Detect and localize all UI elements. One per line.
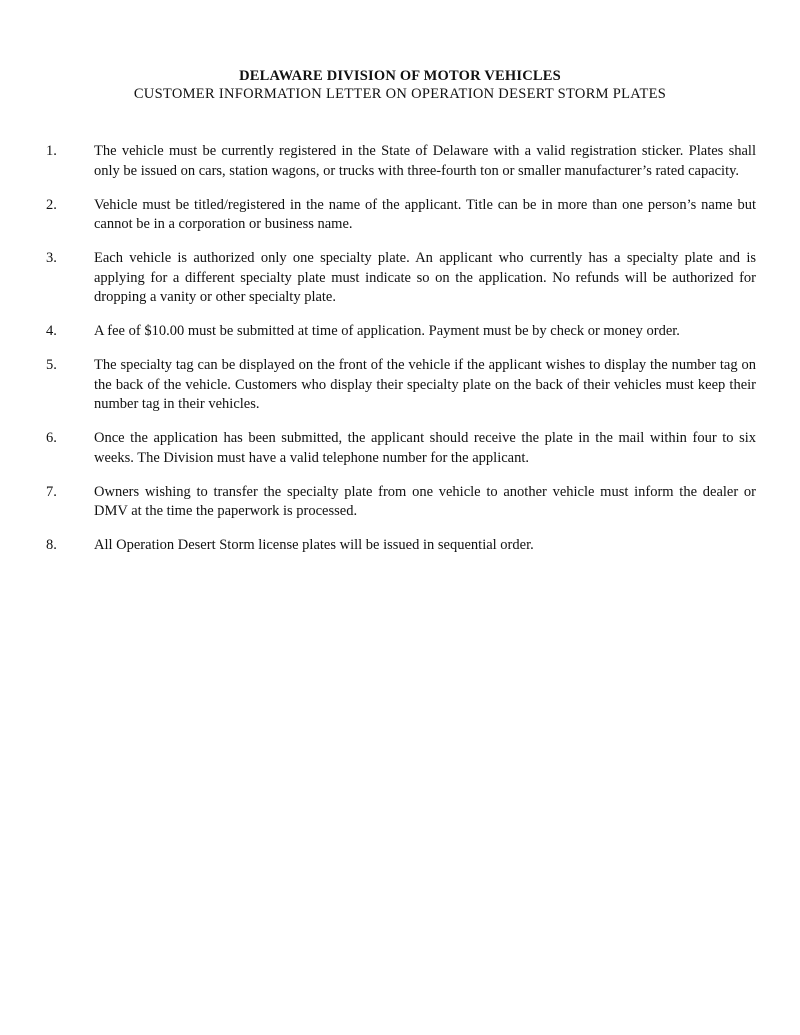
list-item-number: 3. [46, 250, 57, 266]
list-item-text: Once the application has been submitted, the applicant should receive the plate in the mail within four to six weeks. The Division must have a valid telephone number for the applicant. [94, 430, 756, 466]
list-item-8 [46, 536, 756, 556]
list-item-number: 8. [46, 537, 57, 553]
list-item-number: 5. [46, 357, 57, 373]
list-item-number: 7. [46, 483, 57, 500]
list-item-number: 2. [46, 196, 57, 213]
list-item-1 [46, 142, 756, 181]
list-item-6 [46, 429, 756, 468]
numbered-list [46, 142, 756, 570]
list-item-text: Owners wishing to transfer the specialty plate from one vehicle to another vehicle must inform the dealer or DMV at the time the paperwork is processed. [94, 483, 756, 519]
list-item-3 [46, 249, 756, 308]
list-item-7 [46, 483, 756, 522]
document-subtitle: CUSTOMER INFORMATION LETTER ON OPERATION DESERT STORM PLATES [133, 86, 667, 102]
list-item-text: Vehicle must be titled/registered in the name of the applicant. Title can be in more than one person’s name but cannot be in a corporation or business name. [94, 196, 756, 232]
list-item-2 [46, 196, 756, 235]
list-item-text: The specialty tag can be displayed on the front of the vehicle if the applicant wishes to display the number tag on the back of the vehicle. Customers who display their specialty plate on the back of their vehicles must keep their number tag in their vehicles. [94, 357, 756, 412]
document-title: DELAWARE DIVISION OF MOTOR VEHICLES [239, 68, 561, 84]
document-header [0, 67, 800, 103]
list-item-text: All Operation Desert Storm license plates will be issued in sequential order. [94, 537, 534, 553]
list-item-number: 1. [46, 143, 57, 159]
list-item-number: 4. [46, 323, 57, 339]
list-item-text: The vehicle must be currently registered in the State of Delaware with a valid registration sticker. Plates shall only be issued on cars, station wagons, or trucks with three-fourth ton or smaller manufacturer’s rated capacity. [94, 143, 756, 179]
list-item-5 [46, 356, 756, 415]
list-item-text: Each vehicle is authorized only one specialty plate. An applicant who currently has a specialty plate and is applying for a different specialty plate must indicate so on the application. No refunds will be authorized for dropping a vanity or other specialty plate. [94, 250, 756, 305]
list-item-text: A fee of $10.00 must be submitted at time of application. Payment must be by check or money order. [94, 323, 680, 339]
list-item-number: 6. [46, 430, 57, 446]
list-item-4 [46, 322, 756, 342]
